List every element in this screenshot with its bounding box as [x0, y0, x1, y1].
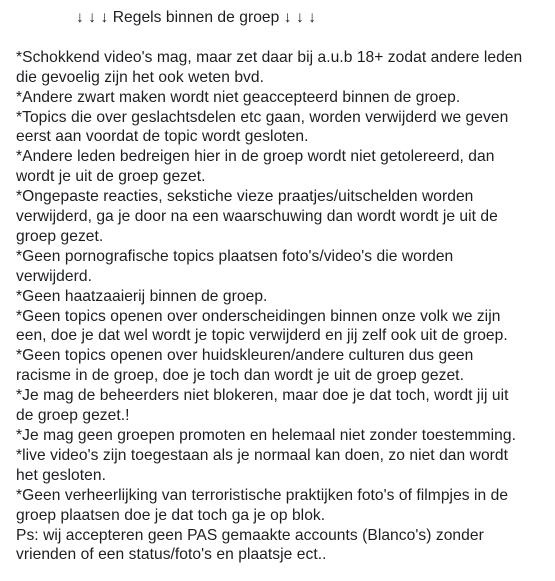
- rule-line-18: *Je mag de beheerders niet blokeren, maar doe je dat toch, wordt jij uit: [16, 387, 509, 405]
- rule-line-3: *Andere zwart maken wordt niet geaccepteerd binnen de groep.: [16, 88, 461, 106]
- rules-body: [16, 48, 543, 566]
- rule-line-23: *Geen verheerlijking van terroristische praktijken foto's of filmpjes in de: [16, 486, 509, 504]
- rule-line-15: een, doe je dat wel wordt je topic verwijderd en jij zelf ook uit de groep.: [16, 327, 508, 345]
- rule-line-5: eerst aan voordat de topic wordt gesloten.: [16, 128, 309, 146]
- rule-line-13: *Geen haatzaaierij binnen de groep.: [16, 287, 268, 305]
- rule-line-8: *Ongepaste reacties, sekstiche vieze praatjes/uitschelden worden: [16, 188, 474, 206]
- rule-line-12: verwijderd.: [16, 267, 92, 285]
- rule-line-7: wordt je uit de groep gezet.: [16, 168, 206, 186]
- rule-line-10: groep gezet.: [16, 227, 104, 245]
- rule-line-4: *Topics die over geslachtsdelen etc gaan, worden verwijderd we geven: [16, 108, 509, 126]
- rule-line-9: verwijderd, ga je door na een waarschuwing dan wordt wordt je uit de: [16, 208, 498, 226]
- rule-line-19: de groep gezet.!: [16, 407, 130, 425]
- rule-line-1: *Schokkend video's mag, maar zet daar bij a.u.b 18+ zodat andere leden: [16, 48, 523, 66]
- rule-line-16: *Geen topics openen over huidskleuren/andere culturen dus geen: [16, 347, 474, 365]
- rule-line-2: die gevoelig zijn het ook weten bvd.: [16, 68, 264, 86]
- rule-line-20: *Je mag geen groepen promoten en helemaal niet zonder toestemming.: [16, 427, 517, 445]
- rule-line-11: *Geen pornografische topics plaatsen foto's/video's die worden: [16, 247, 454, 265]
- rule-line-24: groep plaatsen doe je dat toch ga je op blok.: [16, 506, 326, 524]
- rules-title: ↓ ↓ ↓ Regels binnen de groep ↓ ↓ ↓: [76, 9, 317, 26]
- rule-line-17: racisme in de groep, doe je toch dan wordt je uit de groep gezet.: [16, 367, 464, 385]
- rule-line-21: *live video's zijn toegestaan als je normaal kan doen, zo niet dan wordt: [16, 446, 509, 464]
- rule-line-22: het gesloten.: [16, 466, 106, 484]
- rule-line-6: *Andere leden bedreigen hier in de groep wordt niet getolereerd, dan: [16, 148, 495, 166]
- rule-line-26: vrienden of een status/foto's en plaatsje ect..: [16, 546, 327, 564]
- rule-line-25: Ps: wij accepteren geen PAS gemaakte accounts (Blanco's) zonder: [16, 526, 484, 544]
- rule-line-14: *Geen topics openen over onderscheidingen binnen onze volk we zijn: [16, 307, 501, 325]
- blank-line: [16, 28, 543, 48]
